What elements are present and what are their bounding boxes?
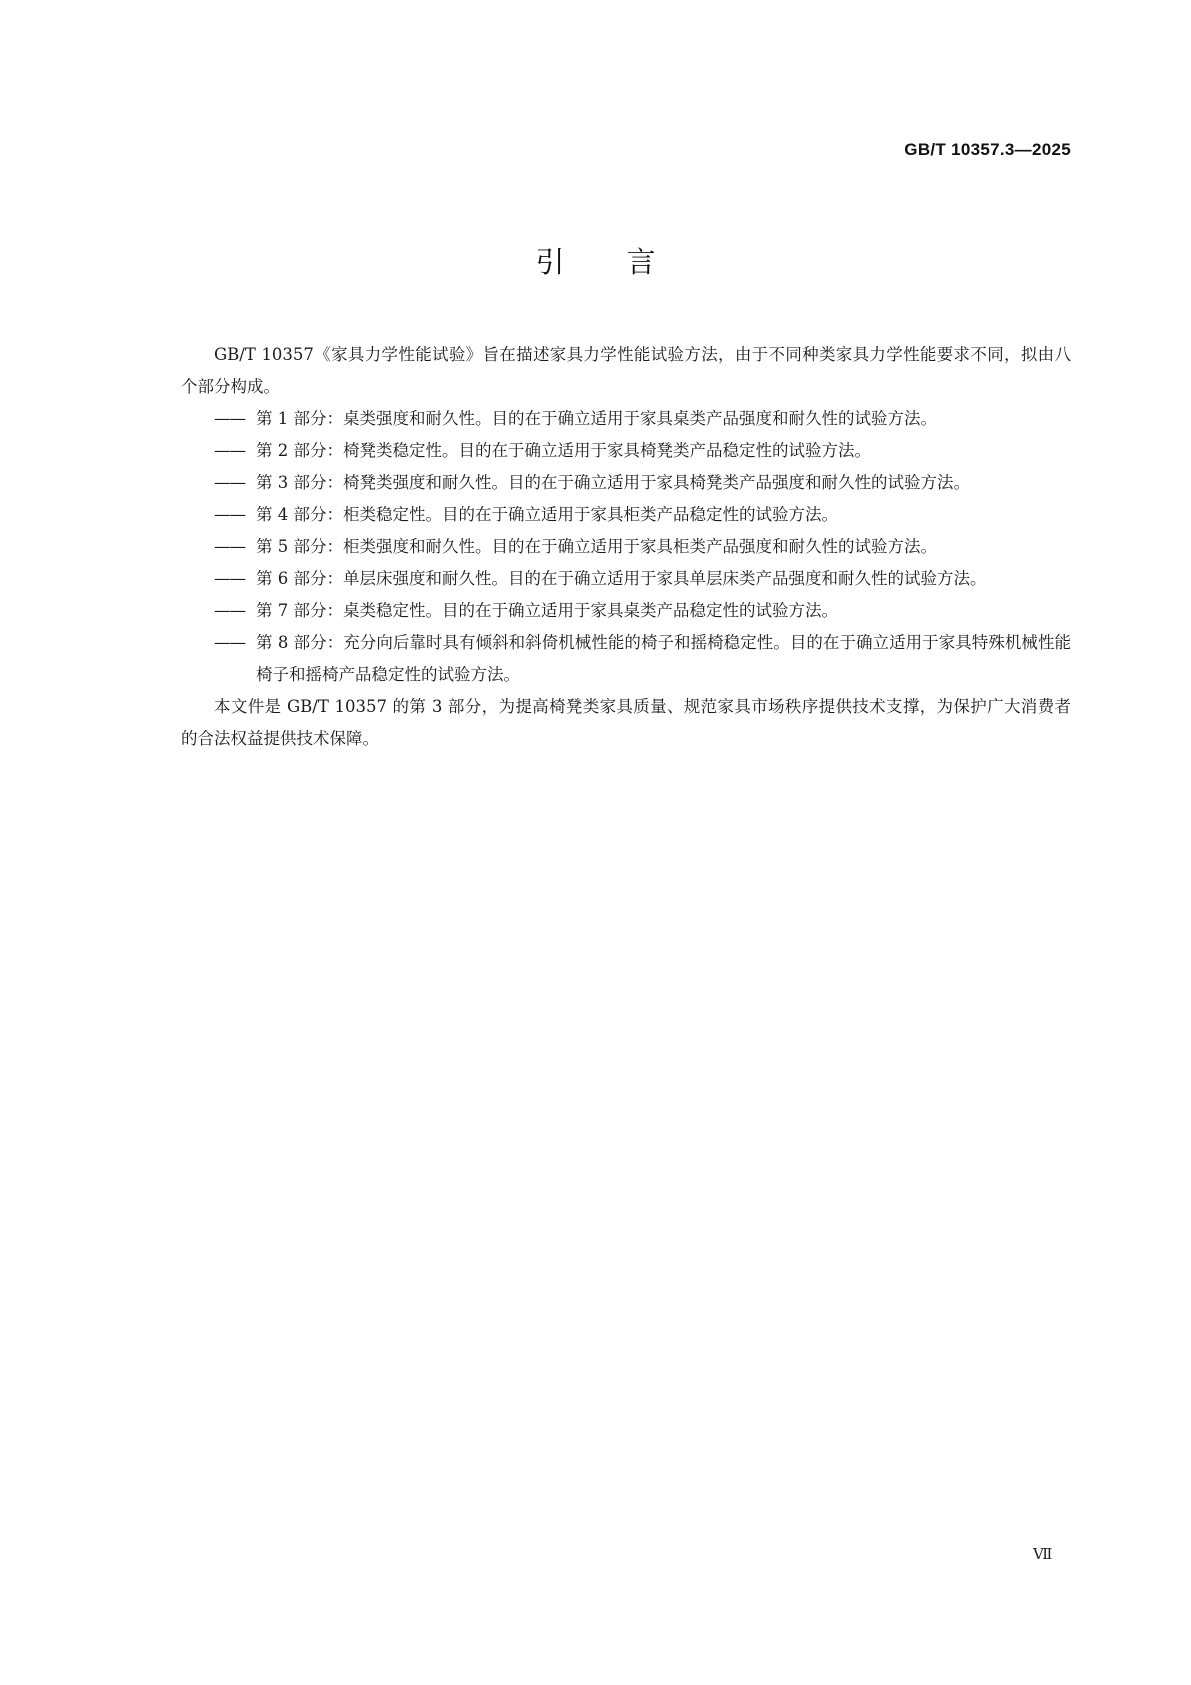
list-dash: —— xyxy=(214,633,245,652)
list-dash: —— xyxy=(214,601,245,620)
scope-paragraph: 本文件是 GB/T 10357 的第 3 部分，为提高椅凳类家具质量、规范家具市场秩序提供技术支撑，为保护广大消费者的合法权益提供技术保障。 xyxy=(181,697,1071,748)
list-item-part-7 xyxy=(181,595,1071,627)
list-item-text: 第 6 部分：单层床强度和耐久性。目的在于确立适用于家具单层床类产品强度和耐久性的试验方法。 xyxy=(256,569,987,588)
list-item-part-2 xyxy=(181,435,1071,467)
document-code: GB/T 10357.3—2025 xyxy=(904,140,1071,159)
list-dash: —— xyxy=(214,537,245,556)
list-item-text: 第 5 部分：柜类强度和耐久性。目的在于确立适用于家具柜类产品强度和耐久性的试验方法。 xyxy=(256,537,937,556)
list-dash: —— xyxy=(214,473,245,492)
list-item-text: 第 1 部分：桌类强度和耐久性。目的在于确立适用于家具桌类产品强度和耐久性的试验方法。 xyxy=(256,409,937,428)
list-item-part-5 xyxy=(181,531,1071,563)
list-item-part-3 xyxy=(181,467,1071,499)
list-item-part-8 xyxy=(181,627,1071,691)
list-item-part-4 xyxy=(181,499,1071,531)
list-item-text: 第 7 部分：桌类稳定性。目的在于确立适用于家具桌类产品稳定性的试验方法。 xyxy=(256,601,838,620)
list-item-part-6 xyxy=(181,563,1071,595)
list-item-text: 第 8 部分：充分向后靠时具有倾斜和斜倚机械性能的椅子和摇椅稳定性。目的在于确立适用于家具特殊机械性能椅子和摇椅产品稳定性的试验方法。 xyxy=(256,633,1071,684)
list-dash: —— xyxy=(214,505,245,524)
intro-paragraph: GB/T 10357《家具力学性能试验》旨在描述家具力学性能试验方法，由于不同种类家具力学性能要求不同，拟由八个部分构成。 xyxy=(181,345,1071,396)
introduction-body xyxy=(181,339,1071,755)
list-item-text: 第 4 部分：柜类稳定性。目的在于确立适用于家具柜类产品稳定性的试验方法。 xyxy=(256,505,838,524)
list-item-text: 第 2 部分：椅凳类稳定性。目的在于确立适用于家具椅凳类产品稳定性的试验方法。 xyxy=(256,441,871,460)
list-dash: —— xyxy=(214,409,245,428)
list-dash: —— xyxy=(214,441,245,460)
list-dash: —— xyxy=(214,569,245,588)
list-item-part-1 xyxy=(181,403,1071,435)
page-title: 引言 xyxy=(535,245,718,279)
page-number: Ⅶ xyxy=(1033,1545,1053,1563)
list-item-text: 第 3 部分：椅凳类强度和耐久性。目的在于确立适用于家具椅凳类产品强度和耐久性的试验方法。 xyxy=(256,473,970,492)
